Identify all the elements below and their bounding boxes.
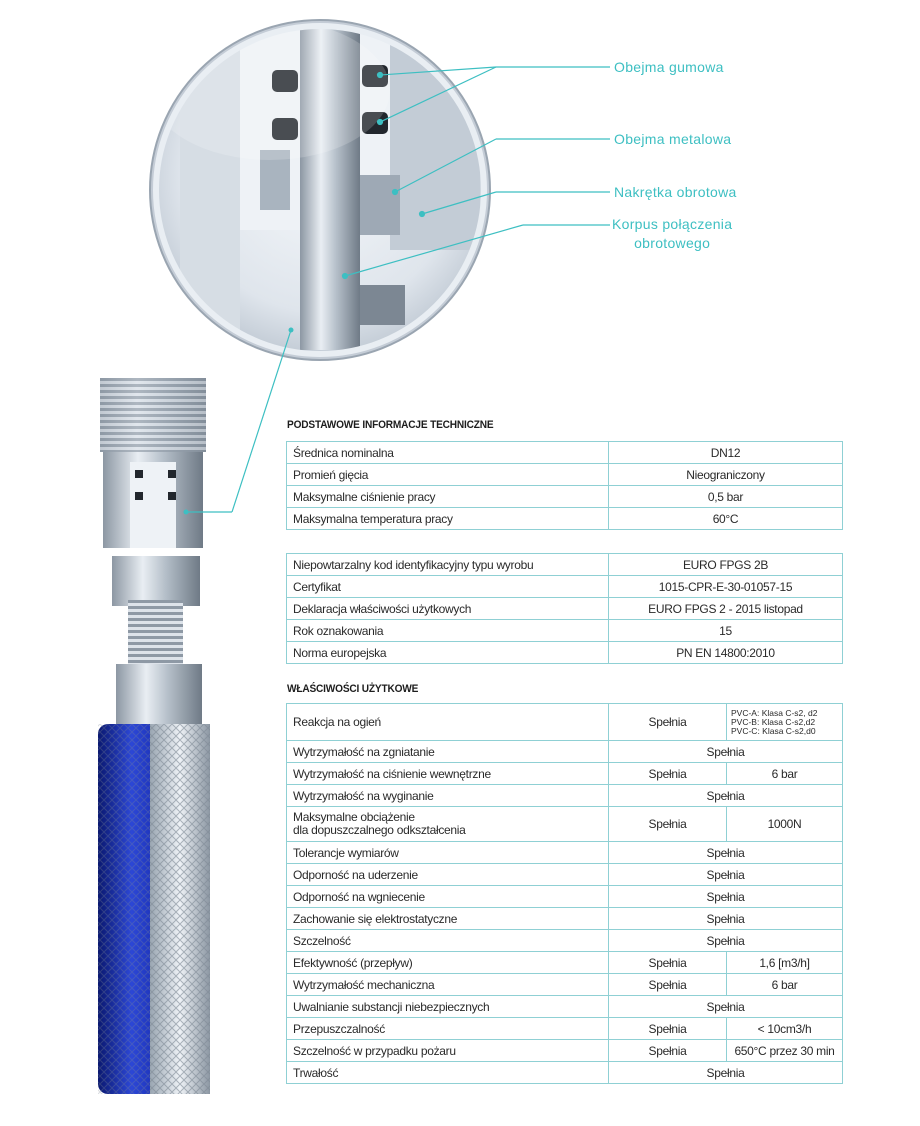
performance-label (287, 807, 609, 842)
performance-status: Spełnia (609, 930, 843, 952)
performance-status: Spełnia (609, 974, 727, 996)
blue-hose (98, 724, 210, 1094)
identification-label: Certyfikat (287, 576, 609, 598)
callout-swivel-body-line2: obrotowego (634, 235, 711, 251)
identification-value: 15 (609, 620, 843, 642)
basic-info-title: PODSTAWOWE INFORMACJE TECHNICZNE (287, 419, 494, 431)
performance-status: Spełnia (609, 996, 843, 1018)
performance-label: Trwałość (287, 1062, 609, 1084)
basic-info-value: 60°C (609, 508, 843, 530)
performance-label: Uwalnianie substancji niebezpiecznych (287, 996, 609, 1018)
performance-label: Szczelność (287, 930, 609, 952)
performance-label: Szczelność w przypadku pożaru (287, 1040, 609, 1062)
callout-swivel-body (612, 215, 732, 253)
performance-status: Spełnia (609, 785, 843, 807)
performance-row (287, 842, 843, 864)
performance-row (287, 1062, 843, 1084)
performance-value: 650°C przez 30 min (727, 1040, 843, 1062)
performance-label: Odporność na wgniecenie (287, 886, 609, 908)
basic-info-value: Nieograniczony (609, 464, 843, 486)
performance-row (287, 996, 843, 1018)
performance-status: Spełnia (609, 842, 843, 864)
performance-label: Przepuszczalność (287, 1018, 609, 1040)
basic-info-value: DN12 (609, 442, 843, 464)
fire-class-item: PVC-B: Klasa C-s2,d2 (731, 716, 816, 727)
basic-info-label: Średnica nominalna (287, 442, 609, 464)
performance-row (287, 785, 843, 807)
identification-label: Norma europejska (287, 642, 609, 664)
performance-status: Spełnia (609, 1040, 727, 1062)
identification-row (287, 554, 843, 576)
performance-label: Wytrzymałość na ciśnienie wewnętrzne (287, 763, 609, 785)
hose-fitting (100, 378, 206, 724)
performance-label: Tolerancje wymiarów (287, 842, 609, 864)
performance-status: Spełnia (609, 807, 727, 842)
fire-class-item: PVC-A: Klasa C-s2, d2 (731, 707, 818, 718)
performance-title: WŁAŚCIWOŚCI UŻYTKOWE (287, 683, 419, 695)
identification-value: 1015-CPR-E-30-01057-15 (609, 576, 843, 598)
performance-value: 6 bar (727, 763, 843, 785)
performance-status: Spełnia (609, 1062, 843, 1084)
performance-label-line: Maksymalne obciążenie (293, 810, 415, 824)
identification-value: PN EN 14800:2010 (609, 642, 843, 664)
performance-row (287, 974, 843, 996)
identification-row (287, 620, 843, 642)
performance-value: 1,6 [m3/h] (727, 952, 843, 974)
performance-label-line: dla dopuszczalnego odkształcenia (293, 823, 466, 837)
performance-row (287, 930, 843, 952)
performance-row (287, 864, 843, 886)
performance-label: Wytrzymałość mechaniczna (287, 974, 609, 996)
performance-row (287, 952, 843, 974)
performance-label: Wytrzymałość na zgniatanie (287, 741, 609, 763)
basic-info-value: 0,5 bar (609, 486, 843, 508)
callout-rubber-clamp: Obejma gumowa (614, 59, 724, 75)
performance-label: Zachowanie się elektrostatyczne (287, 908, 609, 930)
performance-value: < 10cm3/h (727, 1018, 843, 1040)
identification-row (287, 598, 843, 620)
performance-label: Odporność na uderzenie (287, 864, 609, 886)
performance-status: Spełnia (609, 763, 727, 785)
performance-value: 1000N (727, 807, 843, 842)
identification-label: Niepowtarzalny kod identyfikacyjny typu wyrobu (287, 554, 609, 576)
basic-info-row (287, 508, 843, 530)
fire-class-item: PVC-C: Klasa C-s2,d0 (731, 725, 816, 736)
basic-info-label: Maksymalna temperatura pracy (287, 508, 609, 530)
performance-status: Spełnia (609, 741, 843, 763)
identification-label: Deklaracja właściwości użytkowych (287, 598, 609, 620)
identification-value: EURO FPGS 2 - 2015 listopad (609, 598, 843, 620)
identification-row (287, 642, 843, 664)
performance-label: Efektywność (przepływ) (287, 952, 609, 974)
performance-row-fire (287, 704, 843, 741)
identification-table (286, 553, 843, 664)
performance-row (287, 1040, 843, 1062)
performance-status: Spełnia (609, 952, 727, 974)
performance-row (287, 886, 843, 908)
basic-info-label: Maksymalne ciśnienie pracy (287, 486, 609, 508)
callout-swivel-body-line1: Korpus połączenia (612, 216, 733, 232)
performance-row (287, 908, 843, 930)
identification-value: EURO FPGS 2B (609, 554, 843, 576)
callout-swivel-nut: Nakrętka obrotowa (614, 184, 737, 200)
fire-classes (727, 704, 843, 741)
performance-label: Wytrzymałość na wyginanie (287, 785, 609, 807)
basic-info-label: Promień gięcia (287, 464, 609, 486)
identification-label: Rok oznakowania (287, 620, 609, 642)
performance-status: Spełnia (609, 886, 843, 908)
basic-info-row (287, 486, 843, 508)
performance-status: Spełnia (609, 1018, 727, 1040)
performance-row (287, 741, 843, 763)
performance-row (287, 807, 843, 842)
identification-row (287, 576, 843, 598)
basic-info-row (287, 442, 843, 464)
performance-status: Spełnia (609, 908, 843, 930)
basic-info-table (286, 441, 843, 530)
performance-row (287, 1018, 843, 1040)
performance-label: Reakcja na ogień (287, 704, 609, 741)
performance-status: Spełnia (609, 704, 727, 741)
basic-info-row (287, 464, 843, 486)
performance-row (287, 763, 843, 785)
performance-status: Spełnia (609, 864, 843, 886)
callout-metal-clamp: Obejma metalowa (614, 131, 732, 147)
performance-value: 6 bar (727, 974, 843, 996)
performance-table (286, 703, 843, 1084)
